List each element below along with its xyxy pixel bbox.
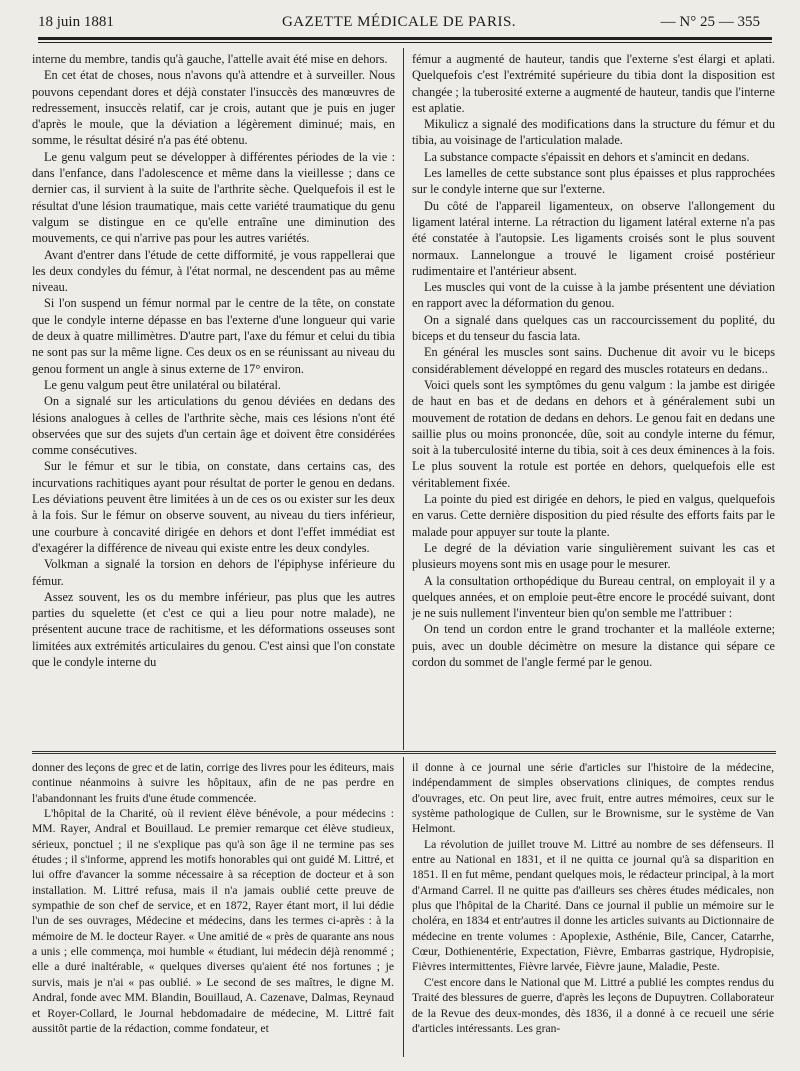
- paragraph: On a signalé dans quelques cas un raccourcissement du poplité, du biceps et du tenseur du fascia lata.: [412, 312, 775, 344]
- paragraph: il donne à ce journal une série d'articles sur l'histoire de la médecine, indépendamment de simples observations cliniques, de comptes rendus d'ouvrages, etc. On peut lire, avec fruit, entre autres mémoires, ceux sur le système pathologique de Cullen, sur le Brownisme, sur le système de Van Helmont.: [412, 761, 774, 836]
- paragraph: fémur a augmenté de hauteur, tandis que l'externe s'est élargi et aplati. Quelquefois c'est l'extrémité supérieure du tibia dont la disposition est changée ; la tuberosité externe a augmenté de hauteur, tandis que l'interne est aplatie.: [412, 52, 775, 115]
- paragraph: Le genu valgum peut se développer à différentes périodes de la vie : dans l'enfance, dans l'adolescence et même dans la vieillesse ; dans ce dernier cas, il survient à la suite de l'arthrite sèche. Quelquefois il est le résultat d'une lésion traumatique, mais cette variété traumatique du genu valgum se distingue en ce qu'elle entraîne une diminution des mouvements, ce qui n'arrive pas pour les autres variétés.: [32, 149, 395, 246]
- paragraph: C'est encore dans le National que M. Littré a publié les comptes rendus du Traité des blessures de guerre, d'après les leçons de Dupuytren. Collaborateur de la Revue des deux-mondes, dès 1836, il a donné à ce recueil une série d'articles intéressants. Les gran-: [412, 975, 774, 1035]
- paragraph: Le genu valgum peut être unilatéral ou bilatéral.: [44, 377, 281, 392]
- feuilleton-column-left: [32, 760, 394, 1036]
- paragraph: Le degré de la déviation varie singulièrement suivant les cas et plusieurs moyens sont mis en usage pour le mesurer.: [412, 540, 775, 572]
- paragraph: La révolution de juillet trouve M. Littré au nombre de ses défenseurs. Il entre au National en 1831, et il ne quitta ce journal qu'à sa disparition en 1851. Il en fut même, pendant quelques mois, le rédacteur principal, à la mort d'Armand Carrel. Il ne quitte pas d'ailleurs ses chères études médicales, non plus que l'hôpital de la Charité. Dans ce journal il publie un mémoire sur le choléra, en 1834 et entr'autres il donne les articles suivants au Dictionnaire de médecine en trente volumes : Apoplexie, Asthénie, Bile, Cancer, Catarrhe, Cœur, Dothienentérie, Expectation, Fièvre, Embarras gastrique, Hydropisie, Fièvres intermittentes, Fièvre larvée, Fièvre jaune, Maladie, Peste.: [412, 837, 774, 974]
- paragraph: Du côté de l'appareil ligamenteux, on observe l'allongement du ligament latéral interne. La rétraction du ligament latéral externe n'a pas été constatée à l'autopsie. Les ligaments croisés sont le plus souvent normaux. Lannelongue a trouvé le ligament croisé postérieur rudimentaire et l'antérieur absent.: [412, 198, 775, 278]
- paragraph: Les lamelles de cette substance sont plus épaisses et plus rapprochées sur le condyle interne que sur l'externe.: [412, 166, 775, 197]
- feuilleton-divider: [403, 757, 404, 1057]
- paragraph: Volkman a signalé la torsion en dehors de l'épiphyse inférieure du fémur.: [32, 557, 395, 588]
- paragraph: Assez souvent, les os du membre inférieur, pas plus que les autres parties du squelette (et c'est ce qui a lieu pour notre malade), ne présentent aucune trace de rachitisme, et les déformations osseuses sont limitées aux extrémités articulaires du genou. C'est ainsi que l'on constate que le condyle interne du: [32, 589, 395, 669]
- paragraph: Avant d'entrer dans l'étude de cette difformité, je vous rappellerai que les deux condyles du fémur, à l'état normal, ne descendent pas au même niveau.: [32, 247, 395, 295]
- article-column-right: [412, 51, 775, 670]
- header-page-number: — N° 25 — 355: [660, 14, 760, 30]
- paragraph: donner des leçons de grec et de latin, corrige des livres pour les éditeurs, mais continue néanmoins à suivre les hôpitaux, afin de ne pas perdre en l'abandonnant les fruits d'une étude commencée.: [32, 761, 394, 805]
- paragraph: Si l'on suspend un fémur normal par le centre de la tête, on constate que le condyle interne dépasse en bas l'externe d'une longueur qui varie de deux à quatre millimètres. D'autre part, l'axe du fémur et celui du tibia ne sont pas sur la même ligne. Ces deux os en se réunissant au niveau du genou forment un angle à sinus externe de 17° environ.: [32, 296, 395, 376]
- paragraph: interne du membre, tandis qu'à gauche, l'attelle avait été mise en dehors.: [32, 52, 388, 66]
- paragraph: Sur le fémur et sur le tibia, on constate, dans certains cas, des incurvations rachitiques ayant pour résultat de porter le genou en dedans. Les déviations peuvent être limitées à un de ces os ou exister sur les deux à la fois. Sur le fémur on observe souvent, au niveau du tiers inférieur, une courbure à concavité dirigée en dehors et dont l'effet immédiat est d'exagérer la différence de niveau qui existe entre les deux condyles.: [32, 459, 395, 555]
- header-date: 18 juin 1881: [38, 14, 114, 30]
- paragraph: On a signalé sur les articulations du genou déviées en dedans des lésions analogues à celles de l'arthrite sèche, mais ces lésions n'ont été observées que sur des sujets d'un certain âge et doivent être considérées comme consécutives.: [32, 394, 395, 458]
- paragraph: La substance compacte s'épaissit en dehors et s'amincit en dedans.: [424, 149, 750, 164]
- page-header: [38, 14, 760, 36]
- paragraph: Les muscles qui vont de la cuisse à la jambe présentent une déviation en rapport avec la déformation du genou.: [412, 280, 775, 311]
- paragraph: La pointe du pied est dirigée en dehors, le pied en valgus, quelquefois en varus. Cette dernière disposition du pied résulte des efforts faits par le malade pour appuyer sur toute la plante.: [412, 492, 775, 539]
- paragraph: En général les muscles sont sains. Duchenue dit avoir vu le biceps considérablement développé en regard des muscles rotateurs en dedans..: [412, 345, 775, 376]
- paragraph: Voici quels sont les symptômes du genu valgum : la jambe est dirigée de haut en bas et de dedans en dehors et à généralement subi un mouvement de rotation de dedans en dehors. Le genou fait en dedans une saillie plus ou moins prononcée, dûe, soit au condyle interne du fémur, soit à la tuberculosité interne du tibia, soit à ces deux éminences à la fois. Le plus souvent la rotule est portée en dehors, quelquefois elle est véritablement fixée.: [412, 377, 775, 490]
- feuilleton-separator: [32, 751, 776, 754]
- paragraph: A la consultation orthopédique du Bureau central, on employait il y a quelques années, et on emploie peut-être encore le procédé suivant, dont je ne suis nullement l'inventeur bien qu'on semble me l'attribuer :: [412, 573, 775, 621]
- paragraph: Mikulicz a signalé des modifications dans la structure du fémur et du tibia, au voisinage de l'articulation malade.: [412, 117, 775, 148]
- paragraph: L'hôpital de la Charité, où il revient élève bénévole, a pour médecins : MM. Rayer, Andral et Bouillaud. Le premier remarque cet élève studieux, sérieux, ponctuel ; il ne s'explique pas qu'à son âge il ne termine pas ses études ; il s'informe, apprend les motifs honorables qui ont guidé M. Littré, et lui offre d'avancer la somme nécessaire à sa réception de docteur et à son installation. M. Littré refusa, mais il n'a jamais oublié cette preuve de sympathie de son chef de service, et en 1872, Rayer étant mort, il lui dédie l'un de ses ouvrages, Médecine et médecins, dans les termes ci-après : à la mémoire de M. le docteur Rayer. « Une amitié de « près de quarante ans nous a unis ; elle commença, moi humble « étudiant, lui médecin déjà renommé ; elle a duré inaltérable, « quelques diverses qu'aient été nos fortunes ; je survis, mais je n'ai « pas oublié. » Le second de ses maîtres, le digne M. Andral, fonde avec MM. Blandin, Bouillaud, A. Cazenave, Dalmas, Reynaud et Royer-Collard, le Journal hebdomadaire de médecine, M. Littré fait aussitôt partie de la rédaction, comme fondateur, et: [32, 807, 394, 1035]
- column-divider: [403, 48, 404, 750]
- feuilleton-column-right: [412, 760, 774, 1036]
- paragraph: On tend un cordon entre le grand trochanter et la malléole externe; puis, avec un double décimètre on mesure la distance qui sépare ce cordon du sommet de l'angle fermé par le genou.: [412, 622, 775, 669]
- article-column-left: [32, 51, 395, 670]
- paragraph: En cet état de choses, nous n'avons qu'à attendre et à surveiller. Nous pouvons cependant dores et déjà constater l'insuccès des manœuvres de redressement, insuccès relatif, car je crois, autant que je puis en juger d'après le moule, que la déviation a légèrement diminué; mais, en somme, le résultat désiré n'a pas été obtenu.: [32, 68, 395, 148]
- header-title: GAZETTE MÉDICALE DE PARIS.: [281, 14, 517, 30]
- header-rule-thick: [38, 37, 772, 40]
- header-rule-thin: [38, 42, 772, 43]
